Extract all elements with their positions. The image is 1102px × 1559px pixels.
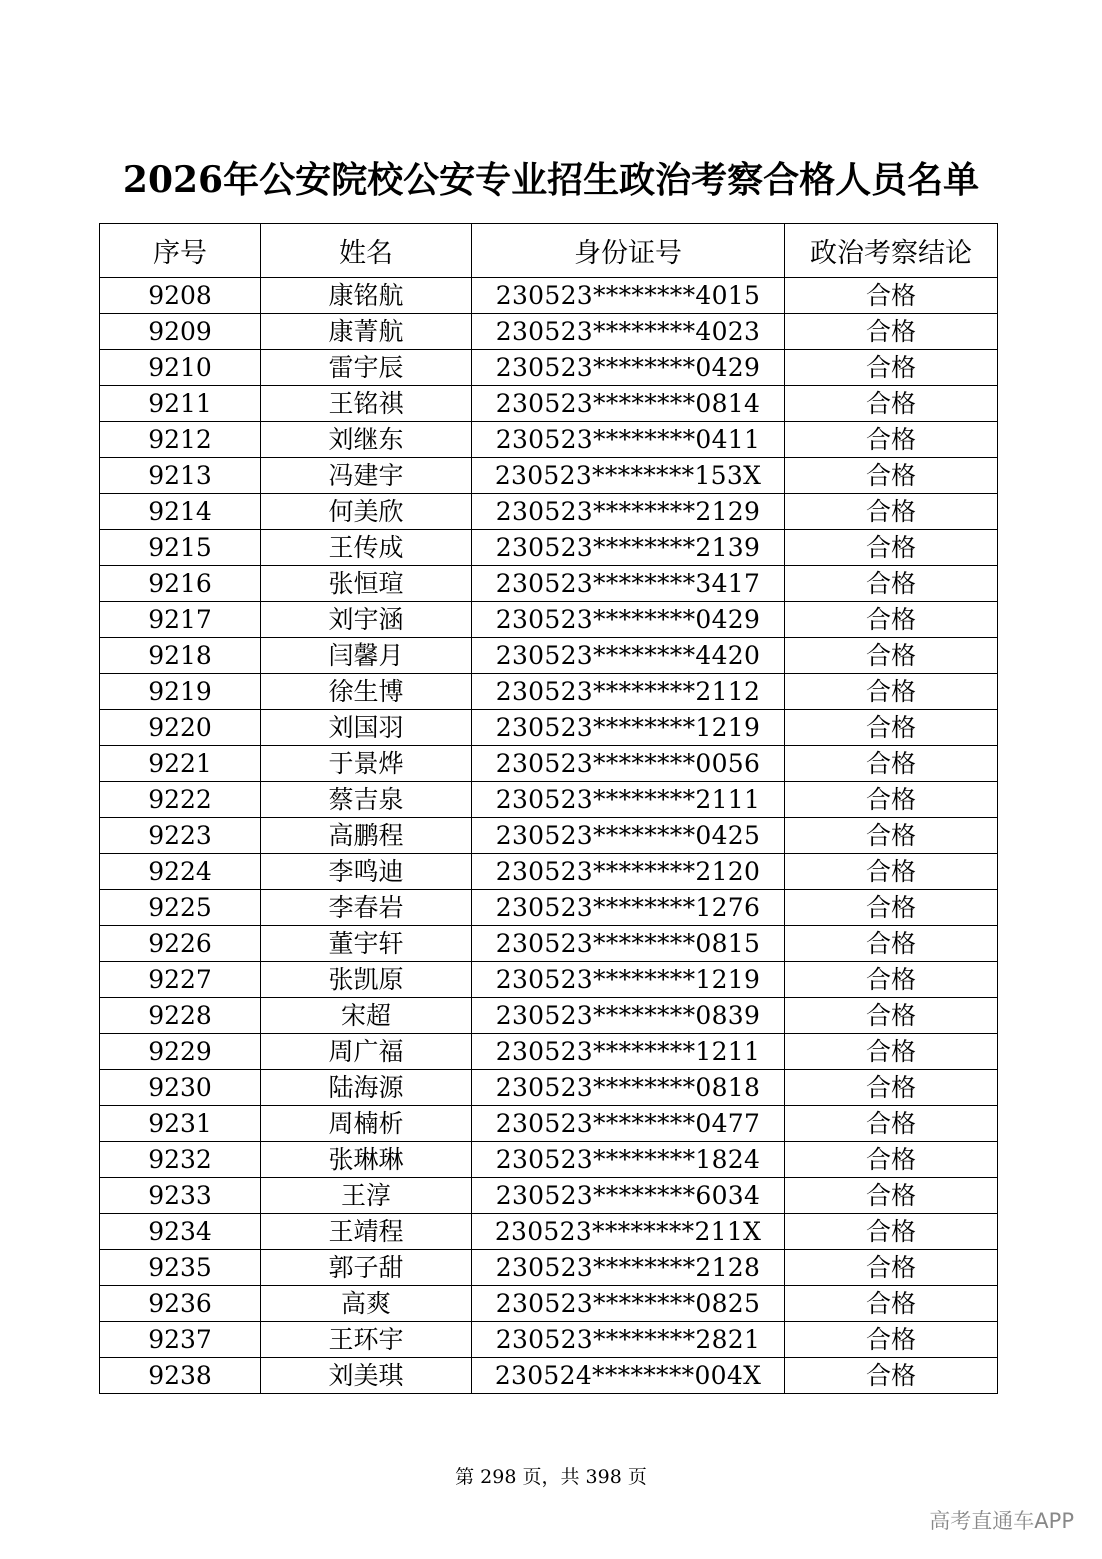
id-number-cell: 230523********2128: [472, 1250, 785, 1286]
serial-number-cell: 9229: [100, 1034, 261, 1070]
name-cell: 闫馨月: [261, 638, 472, 674]
table-row: [100, 602, 998, 638]
table-row: [100, 1142, 998, 1178]
table-header: [100, 224, 998, 278]
table-body: [100, 278, 998, 1394]
serial-number-cell: 9217: [100, 602, 261, 638]
conclusion-cell: 合格: [785, 1214, 998, 1250]
serial-number-cell: 9211: [100, 386, 261, 422]
id-number-cell: 230523********2120: [472, 854, 785, 890]
table-row: [100, 818, 998, 854]
name-cell: 周楠析: [261, 1106, 472, 1142]
header-row: [100, 224, 998, 278]
header-name: 姓名: [261, 224, 472, 278]
table-row: [100, 386, 998, 422]
name-cell: 高鹏程: [261, 818, 472, 854]
conclusion-cell: 合格: [785, 1286, 998, 1322]
table-row: [100, 566, 998, 602]
table-row: [100, 674, 998, 710]
id-number-cell: 230523********4420: [472, 638, 785, 674]
serial-number-cell: 9213: [100, 458, 261, 494]
id-number-cell: 230523********153X: [472, 458, 785, 494]
name-cell: 周广福: [261, 1034, 472, 1070]
table-row: [100, 458, 998, 494]
conclusion-cell: 合格: [785, 530, 998, 566]
name-cell: 李鸣迪: [261, 854, 472, 890]
id-number-cell: 230523********6034: [472, 1178, 785, 1214]
roster-table: [99, 223, 998, 1394]
conclusion-cell: 合格: [785, 278, 998, 314]
name-cell: 王传成: [261, 530, 472, 566]
conclusion-cell: 合格: [785, 962, 998, 998]
name-cell: 刘继东: [261, 422, 472, 458]
serial-number-cell: 9236: [100, 1286, 261, 1322]
serial-number-cell: 9233: [100, 1178, 261, 1214]
id-number-cell: 230523********2129: [472, 494, 785, 530]
header-id-number: 身份证号: [472, 224, 785, 278]
conclusion-cell: 合格: [785, 890, 998, 926]
table-row: [100, 422, 998, 458]
header-conclusion: 政治考察结论: [785, 224, 998, 278]
table-row: [100, 998, 998, 1034]
conclusion-cell: 合格: [785, 1142, 998, 1178]
conclusion-cell: 合格: [785, 782, 998, 818]
name-cell: 王环宇: [261, 1322, 472, 1358]
serial-number-cell: 9234: [100, 1214, 261, 1250]
id-number-cell: 230523********2112: [472, 674, 785, 710]
conclusion-cell: 合格: [785, 746, 998, 782]
table-row: [100, 1070, 998, 1106]
serial-number-cell: 9212: [100, 422, 261, 458]
serial-number-cell: 9228: [100, 998, 261, 1034]
conclusion-cell: 合格: [785, 674, 998, 710]
name-cell: 何美欣: [261, 494, 472, 530]
table-row: [100, 1034, 998, 1070]
name-cell: 董宇轩: [261, 926, 472, 962]
name-cell: 高爽: [261, 1286, 472, 1322]
id-number-cell: 230523********0839: [472, 998, 785, 1034]
table-row: [100, 1322, 998, 1358]
serial-number-cell: 9209: [100, 314, 261, 350]
conclusion-cell: 合格: [785, 1250, 998, 1286]
name-cell: 徐生博: [261, 674, 472, 710]
conclusion-cell: 合格: [785, 422, 998, 458]
table-row: [100, 926, 998, 962]
id-number-cell: 230523********0429: [472, 602, 785, 638]
name-cell: 李春岩: [261, 890, 472, 926]
page-number: 第 298 页，共 398 页: [455, 1466, 647, 1488]
header-serial-number: 序号: [100, 224, 261, 278]
id-number-cell: 230523********0815: [472, 926, 785, 962]
name-cell: 刘宇涵: [261, 602, 472, 638]
conclusion-cell: 合格: [785, 854, 998, 890]
table-row: [100, 854, 998, 890]
conclusion-cell: 合格: [785, 998, 998, 1034]
id-number-cell: 230523********0429: [472, 350, 785, 386]
id-number-cell: 230523********4015: [472, 278, 785, 314]
conclusion-cell: 合格: [785, 1034, 998, 1070]
table-row: [100, 494, 998, 530]
id-number-cell: 230523********0814: [472, 386, 785, 422]
name-cell: 陆海源: [261, 1070, 472, 1106]
serial-number-cell: 9238: [100, 1358, 261, 1394]
table-row: [100, 530, 998, 566]
id-number-cell: 230523********0477: [472, 1106, 785, 1142]
table-row: [100, 782, 998, 818]
name-cell: 张琳琳: [261, 1142, 472, 1178]
id-number-cell: 230523********2111: [472, 782, 785, 818]
serial-number-cell: 9214: [100, 494, 261, 530]
serial-number-cell: 9223: [100, 818, 261, 854]
id-number-cell: 230523********0411: [472, 422, 785, 458]
watermark: 高考直通车APP: [929, 1509, 1074, 1533]
serial-number-cell: 9230: [100, 1070, 261, 1106]
serial-number-cell: 9215: [100, 530, 261, 566]
id-number-cell: 230523********0825: [472, 1286, 785, 1322]
conclusion-cell: 合格: [785, 1106, 998, 1142]
serial-number-cell: 9225: [100, 890, 261, 926]
conclusion-cell: 合格: [785, 818, 998, 854]
conclusion-cell: 合格: [785, 638, 998, 674]
id-number-cell: 230523********1219: [472, 710, 785, 746]
serial-number-cell: 9226: [100, 926, 261, 962]
serial-number-cell: 9220: [100, 710, 261, 746]
table-row: [100, 1250, 998, 1286]
table-row: [100, 1106, 998, 1142]
serial-number-cell: 9210: [100, 350, 261, 386]
table-row: [100, 278, 998, 314]
serial-number-cell: 9222: [100, 782, 261, 818]
name-cell: 康菁航: [261, 314, 472, 350]
conclusion-cell: 合格: [785, 1070, 998, 1106]
id-number-cell: 230524********004X: [472, 1358, 785, 1394]
table-row: [100, 314, 998, 350]
id-number-cell: 230523********4023: [472, 314, 785, 350]
conclusion-cell: 合格: [785, 1178, 998, 1214]
serial-number-cell: 9227: [100, 962, 261, 998]
conclusion-cell: 合格: [785, 350, 998, 386]
conclusion-cell: 合格: [785, 314, 998, 350]
table-row: [100, 710, 998, 746]
conclusion-cell: 合格: [785, 566, 998, 602]
table-row: [100, 1214, 998, 1250]
id-number-cell: 230523********1824: [472, 1142, 785, 1178]
serial-number-cell: 9232: [100, 1142, 261, 1178]
serial-number-cell: 9237: [100, 1322, 261, 1358]
id-number-cell: 230523********0056: [472, 746, 785, 782]
id-number-cell: 230523********1219: [472, 962, 785, 998]
serial-number-cell: 9235: [100, 1250, 261, 1286]
name-cell: 康铭航: [261, 278, 472, 314]
id-number-cell: 230523********2821: [472, 1322, 785, 1358]
serial-number-cell: 9216: [100, 566, 261, 602]
table-row: [100, 638, 998, 674]
name-cell: 刘美琪: [261, 1358, 472, 1394]
name-cell: 王靖程: [261, 1214, 472, 1250]
table-row: [100, 1358, 998, 1394]
conclusion-cell: 合格: [785, 1322, 998, 1358]
document-title: 2026年公安院校公安专业招生政治考察合格人员名单: [122, 159, 980, 201]
serial-number-cell: 9218: [100, 638, 261, 674]
id-number-cell: 230523********211X: [472, 1214, 785, 1250]
conclusion-cell: 合格: [785, 494, 998, 530]
serial-number-cell: 9208: [100, 278, 261, 314]
table-row: [100, 1178, 998, 1214]
name-cell: 刘国羽: [261, 710, 472, 746]
id-number-cell: 230523********0818: [472, 1070, 785, 1106]
name-cell: 王铭祺: [261, 386, 472, 422]
conclusion-cell: 合格: [785, 1358, 998, 1394]
conclusion-cell: 合格: [785, 386, 998, 422]
serial-number-cell: 9224: [100, 854, 261, 890]
conclusion-cell: 合格: [785, 710, 998, 746]
table-row: [100, 746, 998, 782]
table-row: [100, 890, 998, 926]
serial-number-cell: 9219: [100, 674, 261, 710]
id-number-cell: 230523********0425: [472, 818, 785, 854]
table-row: [100, 350, 998, 386]
table-row: [100, 962, 998, 998]
table-row: [100, 1286, 998, 1322]
name-cell: 王淳: [261, 1178, 472, 1214]
id-number-cell: 230523********1276: [472, 890, 785, 926]
name-cell: 张恒瑄: [261, 566, 472, 602]
conclusion-cell: 合格: [785, 926, 998, 962]
name-cell: 雷宇辰: [261, 350, 472, 386]
name-cell: 郭子甜: [261, 1250, 472, 1286]
name-cell: 于景烨: [261, 746, 472, 782]
serial-number-cell: 9221: [100, 746, 261, 782]
serial-number-cell: 9231: [100, 1106, 261, 1142]
name-cell: 蔡吉泉: [261, 782, 472, 818]
name-cell: 张凯原: [261, 962, 472, 998]
id-number-cell: 230523********3417: [472, 566, 785, 602]
id-number-cell: 230523********1211: [472, 1034, 785, 1070]
conclusion-cell: 合格: [785, 458, 998, 494]
name-cell: 冯建宇: [261, 458, 472, 494]
id-number-cell: 230523********2139: [472, 530, 785, 566]
conclusion-cell: 合格: [785, 602, 998, 638]
name-cell: 宋超: [261, 998, 472, 1034]
